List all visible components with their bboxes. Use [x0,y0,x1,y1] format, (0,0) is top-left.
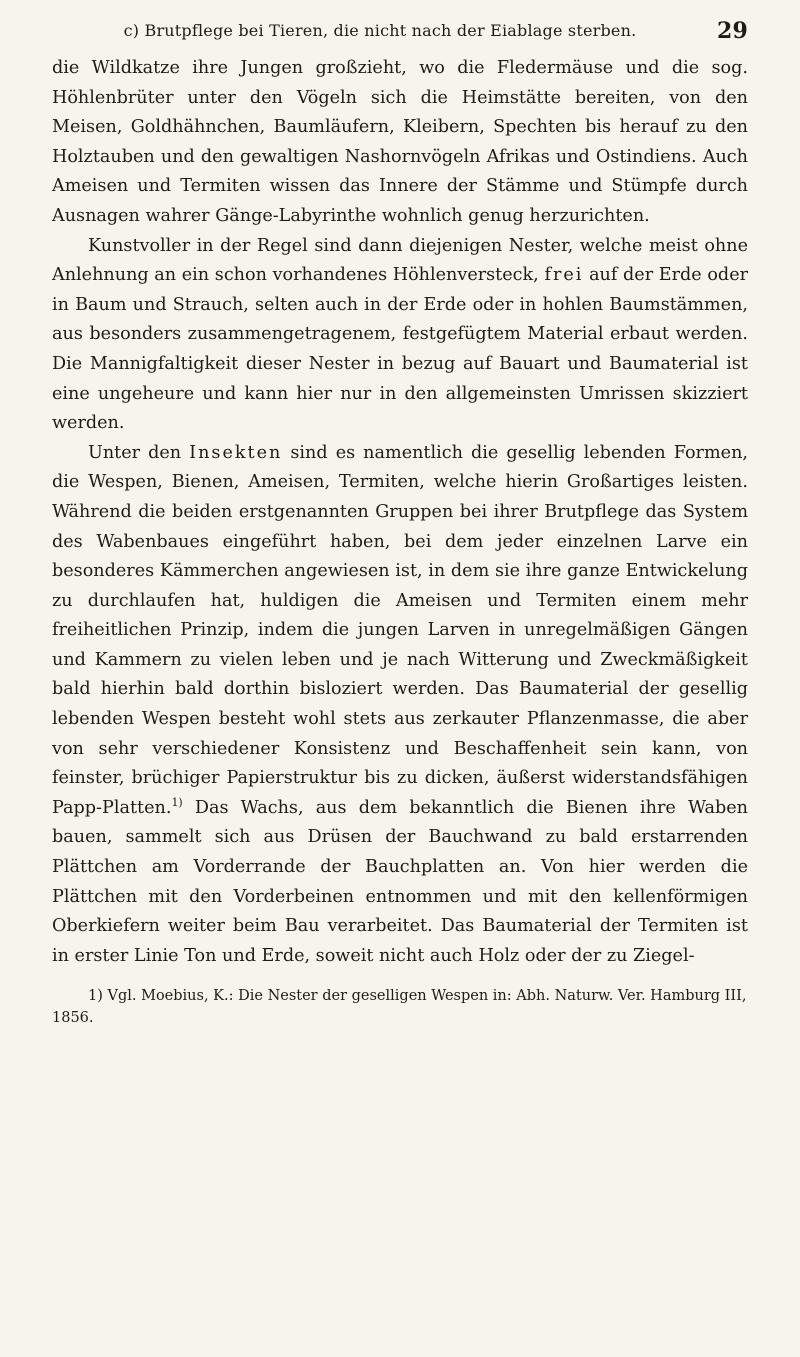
paragraph-2 [52,232,748,439]
paragraph-2-spaced-word: frei [544,265,584,286]
paragraph-2-before: Kunstvoller in der Regel sind dann diejenigen Nester, welche meist ohne Anlehnung an ein schon vorhandenes Höhlenversteck, [52,235,748,286]
running-head [52,14,748,48]
paragraph-2-after: auf der Erde oder in Baum und Strauch, selten auch in der Erde oder in hohlen Baumstämmen, aus besonders zusammengetragenem, festgefügtem Material erbaut werden. Die Mannigfaltigkeit dieser Nester in bezug auf Bauart und Baumaterial ist eine ungeheure und kann hier nur in den allgemeinsten Umrissen skizziert werden. [52,265,749,434]
paragraph-1: die Wildkatze ihre Jungen großzieht, wo die Fledermäuse und die sog. Höhlenbrüter unter den Vögeln sich die Heimstätte bereiten, von den Meisen, Goldhähnchen, Baumläufern, Kleibern, Spechten bis herauf zu den Holztauben und den gewaltigen Nashornvögeln Afrikas und Ostindiens. Auch Ameisen und Termiten wissen das Innere der Stämme und Stümpfe durch Ausnagen wahrer Gänge-Labyrinthe wohnlich genug herzurichten. [52,58,748,226]
page-number: 29 [716,18,748,44]
footnote-reference: 1) [171,795,183,809]
body-text [52,54,748,971]
footnote: 1) Vgl. Moebius, K.: Die Nester der geselligen Wespen in: Abh. Naturw. Ver. Hamburg III, 1856. [52,988,747,1027]
paragraph-3-spaced-word: Insekten [189,442,283,463]
paragraph-3-lead: Unter den [88,442,182,463]
paragraph-3-text-1: sind es namentlich die gesellig lebenden Formen, die Wespen, Bienen, Ameisen, Termiten, welche hierin Großartiges leisten. Während die beiden erstgenannten Gruppen bei ihrer Brutpflege das System des Wabenbaues eingeführt haben, bei dem jeder einzelnen Larve ein besonderes Kämmerchen angewiesen ist, in dem sie ihre ganze Entwickelung zu durchlaufen hat, huldigen die Ameisen und Termiten einem mehr freiheitlichen Prinzip, indem die jungen Larven in unregelmäßigen Gängen und Kammern zu vielen leben und je nach Witterung und Zweckmäßigkeit bald hierhin bald dorthin bisloziert werden. Das Baumaterial der gesellig lebenden Wespen besteht wohl stets aus zerkauter Pflanzenmasse, die aber von sehr verschiedener Konsistenz und Beschaffenheit sein kann, von feinster, brüchiger Papierstruktur bis zu dicken, äußerst widerstandsfähigen Papp-Platten. [52,442,748,818]
paragraph-3-text-2: Das Wachs, aus dem bekanntlich die Bienen ihre Waben bauen, sammelt sich aus Drüsen der Bauchwand zu bald erstarrenden Plättchen am Vorderrande der Bauchplatten an. Von hier werden die Plättchen mit den Vorderbeinen entnommen und mit den kellenförmigen Oberkiefern weiter beim Bau verarbeitet. Das Baumaterial der Termiten ist in erster Linie Ton und Erde, soweit nicht auch Holz oder der zu Ziegel- [52,797,749,966]
running-head-title: c) Brutpflege bei Tieren, die nicht nach der Eiablage sterben. [123,21,637,40]
paragraph-3 [52,439,748,972]
